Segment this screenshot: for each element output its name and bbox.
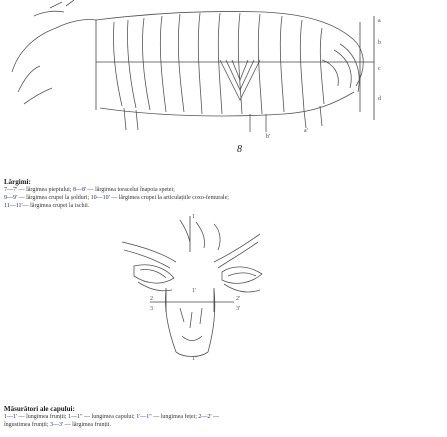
svg-text:3: 3 bbox=[150, 306, 153, 312]
widths-line-1 bbox=[4, 186, 229, 194]
svg-text:3': 3' bbox=[236, 306, 241, 312]
svg-text:d: d bbox=[378, 96, 381, 102]
head-measures-section bbox=[4, 405, 219, 429]
measure-code: 3—3' bbox=[50, 422, 64, 428]
svg-text:a': a' bbox=[304, 128, 308, 134]
measure-code: 10—10' bbox=[90, 195, 110, 201]
head-line-1 bbox=[4, 413, 219, 421]
measure-desc: — lărgimea frunții. bbox=[63, 422, 111, 428]
measure-code: 7—7' bbox=[4, 187, 18, 193]
measure-desc: — lungimea capului; bbox=[82, 414, 137, 420]
svg-text:b: b bbox=[378, 40, 381, 46]
widths-title: Lărgimi: bbox=[4, 178, 31, 186]
measure-desc: — lărgimea toracelui înapoia spetei; bbox=[86, 187, 175, 193]
widths-line-2 bbox=[4, 194, 229, 202]
measure-code: 1'—1" bbox=[136, 414, 152, 420]
measure-code: 1—1" bbox=[68, 414, 83, 420]
svg-text:c: c bbox=[378, 66, 381, 72]
horse-body-drawing bbox=[4, 0, 444, 140]
measure-desc: îngustimea frunții; bbox=[4, 422, 50, 428]
measure-code: 2—2' bbox=[198, 414, 212, 420]
measure-desc: — lungimea frunții; bbox=[17, 414, 69, 420]
svg-text:1: 1 bbox=[192, 214, 195, 220]
widths-line-3 bbox=[4, 202, 229, 210]
svg-text:1": 1" bbox=[192, 356, 198, 362]
horse-head-drawing bbox=[110, 212, 280, 362]
measure-code: 1—1' bbox=[4, 414, 18, 420]
svg-text:2': 2' bbox=[236, 296, 241, 302]
measure-code: 9—9' bbox=[4, 195, 18, 201]
svg-text:a: a bbox=[378, 18, 381, 24]
figure-caption: 8 bbox=[237, 144, 242, 155]
horse-body-figure bbox=[4, 0, 444, 140]
measure-desc: — lărgimea crupei la șolduri; bbox=[17, 195, 91, 201]
measure-code: 11—11' bbox=[4, 203, 23, 209]
head-measures-title: Măsurători ale capului: bbox=[4, 405, 75, 413]
widths-section bbox=[4, 178, 229, 210]
horse-head-figure bbox=[110, 212, 280, 362]
head-line-2 bbox=[4, 421, 219, 429]
measure-desc: — lărgimea crupei la articulațiile coxo-femurale; bbox=[109, 195, 229, 201]
measure-desc: — lărgimea pieptului; bbox=[17, 187, 73, 193]
svg-text:2: 2 bbox=[150, 296, 153, 302]
measure-desc: — lungimea feței; bbox=[151, 414, 199, 420]
measure-desc: — lărgimea crupei la ischii. bbox=[22, 203, 90, 209]
svg-text:1': 1' bbox=[192, 288, 197, 294]
svg-text:b': b' bbox=[266, 134, 271, 140]
measure-desc: — bbox=[211, 414, 219, 420]
measure-code: 8—8' bbox=[72, 187, 87, 193]
